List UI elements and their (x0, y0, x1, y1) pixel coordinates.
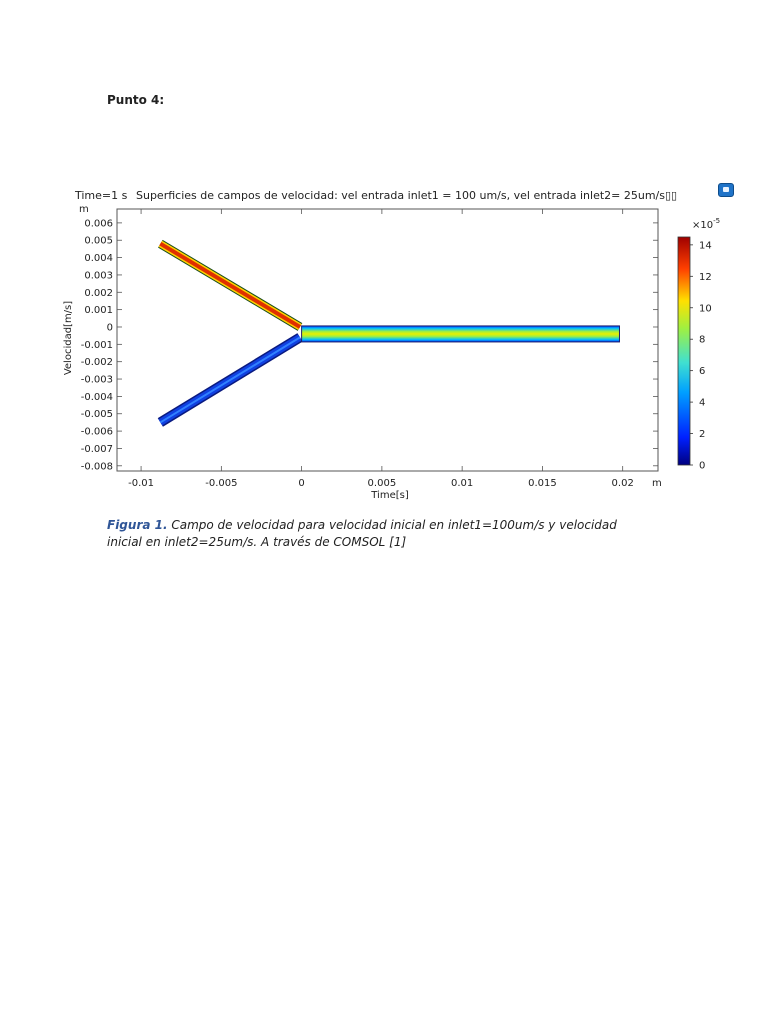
colorbar-exponent: -5 (713, 217, 721, 225)
y-tick-label: -0.005 (80, 409, 113, 421)
x-tick-label: 0 (298, 478, 305, 489)
y-tick-label: -0.008 (80, 461, 113, 473)
y-tick-label: -0.001 (80, 339, 113, 351)
section-heading: Punto 4: (107, 93, 165, 107)
x-axis-label: Time[s] (371, 490, 409, 501)
y-tick-label: 0.006 (84, 218, 113, 230)
y-tick-label: -0.003 (80, 374, 113, 386)
colorbar-tick-label: 8 (699, 334, 706, 346)
colorbar-ticks (690, 240, 712, 471)
y-unit-label: m (79, 204, 89, 215)
y-tick-label: 0.002 (84, 287, 113, 299)
y-tick-label: -0.002 (80, 357, 113, 369)
velocity-plot (60, 180, 740, 510)
colorbar-tick-label: 2 (699, 429, 706, 441)
x-tick-label: 0.005 (367, 478, 397, 489)
colorbar-multiplier: $\times 10^{-5}$ (692, 217, 721, 231)
x-unit-label: m (652, 478, 662, 489)
y-tick-label: -0.004 (80, 391, 113, 403)
x-tick-label: -0.005 (205, 478, 238, 489)
outlet-channel (302, 326, 620, 342)
plot-title: Superficies de campos de velocidad: vel entrada inlet1 = 100 um/s, vel entrada inlet2= 25um/s▯▯ (136, 189, 678, 202)
y-tick-label: -0.006 (80, 426, 113, 438)
y-axis-label: Velocidad[m/s] (63, 300, 74, 376)
figure-caption (107, 517, 647, 551)
caption-text: Campo de velocidad para velocidad inicial en inlet1=100um/s y velocidad inicial en inlet2=25um/s. A través de COMSOL [1] (107, 518, 617, 549)
y-tick-label: 0.001 (84, 305, 113, 317)
x-tick-label: 0.01 (451, 478, 474, 489)
colorbar-tick-label: 4 (699, 397, 706, 409)
x-tick-label: 0.015 (528, 478, 557, 489)
colorbar-tick-label: 10 (699, 303, 712, 315)
y-tick-label: 0 (106, 322, 113, 334)
x-tick-label: -0.01 (128, 478, 155, 489)
colorbar-tick-label: 6 (699, 366, 706, 378)
x-tick-label: 0.02 (611, 478, 634, 489)
y-tick-label: 0.005 (84, 235, 113, 247)
colorbar-tick-label: 0 (699, 460, 706, 472)
y-tick-label: -0.007 (80, 443, 113, 455)
caption-label: Figura 1. (107, 518, 168, 532)
y-tick-label: 0.004 (84, 253, 113, 265)
time-label: Time=1 s (75, 189, 128, 202)
colorbar-tick-label: 12 (699, 271, 712, 283)
y-tick-label: 0.003 (84, 270, 113, 282)
colorbar-tick-label: 14 (699, 240, 712, 252)
colorbar (678, 237, 690, 465)
